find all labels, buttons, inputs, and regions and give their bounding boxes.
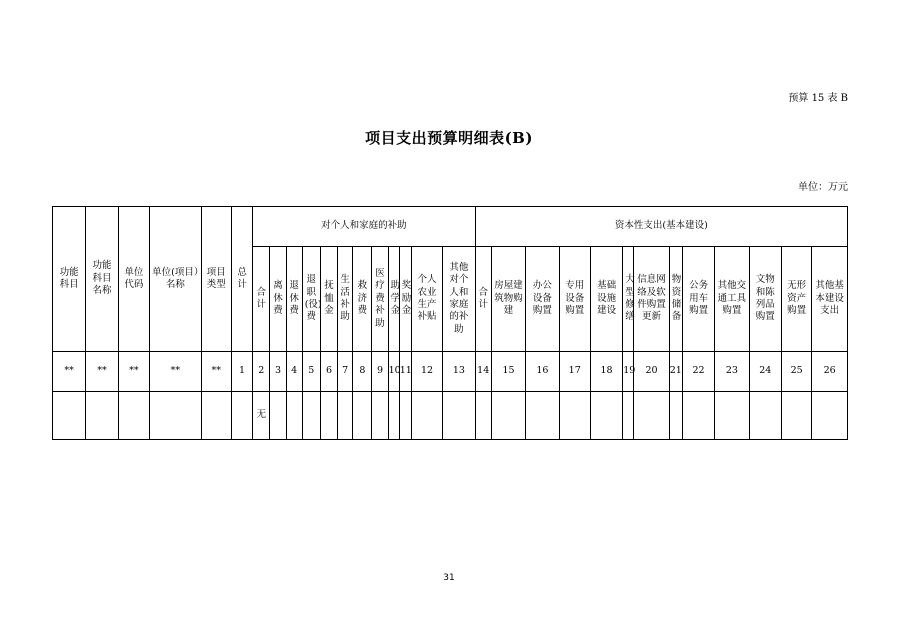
table-cell — [270, 392, 286, 440]
table-cell — [338, 392, 353, 440]
column-number-row — [53, 352, 848, 392]
budget-detail-table — [52, 206, 848, 440]
table-cell — [353, 392, 372, 440]
table-cell — [302, 392, 320, 440]
header-capital-col: 无形资产购置 — [781, 247, 811, 352]
table-cell — [320, 392, 337, 440]
header-personal-col: 生活补助 — [338, 247, 353, 352]
header-function-name: 功能科目名称 — [86, 207, 118, 352]
table-cell — [682, 392, 714, 440]
table-cell — [715, 392, 749, 440]
column-number-cell: 13 — [443, 352, 475, 392]
header-unit-name: 单位(项目）名称 — [150, 207, 202, 352]
table-cell — [475, 392, 491, 440]
column-number-cell: 19 — [623, 352, 634, 392]
table-cell — [491, 392, 525, 440]
table-cell — [634, 392, 669, 440]
header-project-type: 项目类型 — [201, 207, 231, 352]
column-number-cell: ** — [118, 352, 149, 392]
header-unit-code: 单位代码 — [118, 207, 149, 352]
header-personal-col: 退职(役)费 — [302, 247, 320, 352]
column-number-cell: 24 — [749, 352, 781, 392]
header-personal-col: 救济费 — [353, 247, 372, 352]
table-cell — [286, 392, 302, 440]
column-number-cell: 26 — [812, 352, 848, 392]
column-number-cell: 5 — [302, 352, 320, 392]
header-capital-col: 公务用车购置 — [682, 247, 714, 352]
column-number-cell: 14 — [475, 352, 491, 392]
column-number-cell: 1 — [231, 352, 252, 392]
table-cell — [669, 392, 682, 440]
header-personal-col: 抚恤金 — [320, 247, 337, 352]
column-number-cell: ** — [150, 352, 202, 392]
column-number-cell: 2 — [253, 352, 270, 392]
column-number-cell: 17 — [559, 352, 590, 392]
header-total: 总计 — [231, 207, 252, 352]
document-title: 项目支出预算明细表(B) — [365, 129, 533, 147]
header-capital-col: 合计 — [475, 247, 491, 352]
header-personal-col: 奖励金 — [399, 247, 411, 352]
header-capital-col: 其他基本建设支出 — [812, 247, 848, 352]
column-number-cell: 10 — [388, 352, 399, 392]
header-capital-col: 信息网络及软件购置更新 — [634, 247, 669, 352]
header-capital-col: 物资储备 — [669, 247, 682, 352]
header-capital-col: 大型修缮 — [623, 247, 634, 352]
table-cell — [559, 392, 590, 440]
column-number-cell: 3 — [270, 352, 286, 392]
header-personal-col: 个人农业生产补贴 — [411, 247, 442, 352]
table-cell — [812, 392, 848, 440]
column-number-cell: 18 — [590, 352, 622, 392]
table-cell — [86, 392, 118, 440]
column-number-cell: 7 — [338, 352, 353, 392]
table-cell — [150, 392, 202, 440]
table-reference: 预算 15 表 B — [788, 93, 848, 104]
header-personal-col: 医疗费补助 — [372, 247, 388, 352]
header-personal-col: 退休费 — [286, 247, 302, 352]
column-number-cell: 9 — [372, 352, 388, 392]
column-number-cell: 6 — [320, 352, 337, 392]
column-number-cell: 4 — [286, 352, 302, 392]
header-capital-col: 基础设施建设 — [590, 247, 622, 352]
header-capital-col: 房屋建筑物购建 — [491, 247, 525, 352]
table-cell — [388, 392, 399, 440]
header-capital-col: 文物和陈列品购置 — [749, 247, 781, 352]
column-number-cell: 8 — [353, 352, 372, 392]
column-number-cell: 22 — [682, 352, 714, 392]
header-capital-col: 其他交通工具购置 — [715, 247, 749, 352]
header-personal-col: 合计 — [253, 247, 270, 352]
column-number-cell: 15 — [491, 352, 525, 392]
header-function-code: 功能科目 — [53, 207, 86, 352]
header-personal-col: 离休费 — [270, 247, 286, 352]
table-cell — [399, 392, 411, 440]
column-number-cell: 11 — [399, 352, 411, 392]
table-cell — [411, 392, 442, 440]
table-cell — [749, 392, 781, 440]
table-cell — [231, 392, 252, 440]
page-number: 31 — [443, 573, 455, 583]
table-cell — [590, 392, 622, 440]
column-number-cell: ** — [86, 352, 118, 392]
table-cell — [623, 392, 634, 440]
header-group-row — [53, 207, 848, 247]
column-number-cell: 21 — [669, 352, 682, 392]
table-cell — [781, 392, 811, 440]
table-cell: 无 — [253, 392, 270, 440]
header-personal-col: 其他对个人和家庭的补助 — [443, 247, 475, 352]
column-number-cell: 20 — [634, 352, 669, 392]
column-number-cell: 23 — [715, 352, 749, 392]
column-number-cell: ** — [201, 352, 231, 392]
column-number-cell: 16 — [526, 352, 559, 392]
table-row — [53, 392, 848, 440]
header-personal-group: 对个人和家庭的补助 — [253, 207, 475, 247]
table-cell — [201, 392, 231, 440]
table-cell — [118, 392, 149, 440]
header-personal-col: 助学金 — [388, 247, 399, 352]
header-capital-col: 办公设备购置 — [526, 247, 559, 352]
table-cell — [526, 392, 559, 440]
table-cell — [443, 392, 475, 440]
column-number-cell: 25 — [781, 352, 811, 392]
header-capital-group: 资本性支出(基本建设) — [475, 207, 847, 247]
header-capital-col: 专用设备购置 — [559, 247, 590, 352]
column-number-cell: ** — [53, 352, 86, 392]
unit-label: 单位：万元 — [798, 182, 848, 193]
column-number-cell: 12 — [411, 352, 442, 392]
table-cell — [53, 392, 86, 440]
table-cell — [372, 392, 388, 440]
